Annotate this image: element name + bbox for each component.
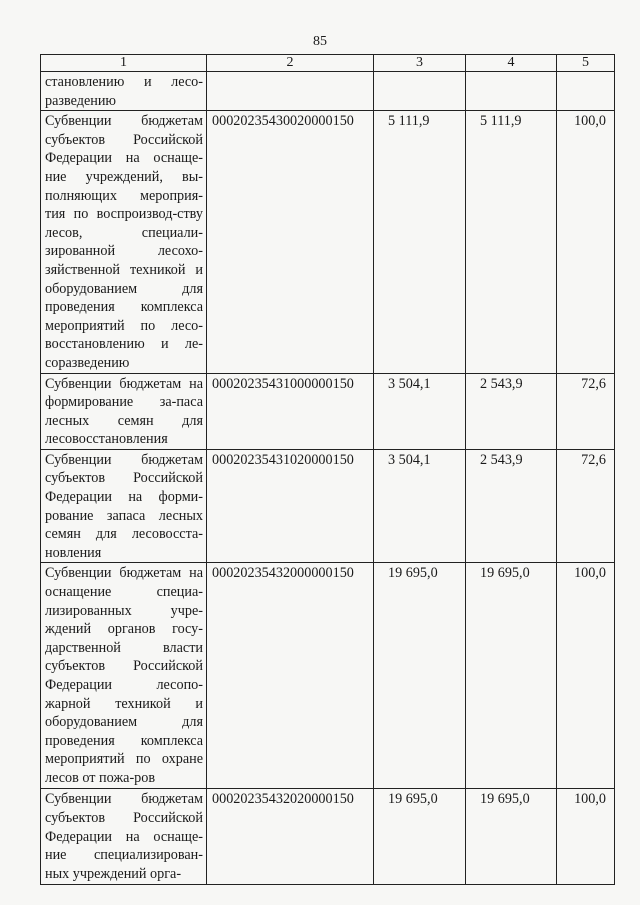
row-value-3: 3 504,1	[374, 373, 466, 449]
table-row	[41, 789, 615, 885]
row-code: 00020235432020000150	[207, 789, 374, 885]
row-percent: 100,0	[557, 789, 615, 885]
row-name: Субвенции бюджетам на формирование за-паса лесных семян для лесовосстановления	[41, 373, 207, 449]
row-value-3: 5 111,9	[374, 111, 466, 373]
row-code: 00020235431020000150	[207, 449, 374, 563]
row-value-4: 19 695,0	[466, 789, 557, 885]
header-row	[41, 55, 615, 72]
row-name: Субвенции бюджетам субъектов Российской Федерации на оснаще-ние учреждений, вы-полняющих мероприя-тия по воспроизвод-ству лесов, специали-зированной лесохо-зяйственной техникой и оборудованием для проведения комплекса мероприятий по лесо-восстановлению и ле-соразведению	[41, 111, 207, 373]
table-row	[41, 449, 615, 563]
row-value-4: 2 543,9	[466, 449, 557, 563]
row-name: Субвенции бюджетам субъектов Российской Федерации на оснаще-ние специализирован-ных учреждений орга-	[41, 789, 207, 885]
budget-table	[40, 54, 615, 885]
row-value-4: 5 111,9	[466, 111, 557, 373]
row-value-3	[374, 72, 466, 111]
row-name: Субвенции бюджетам на оснащение специа-лизированных учре-ждений органов госу-дарственной власти субъектов Российской Федерации лесопо-жарной техникой и оборудованием для проведения комплекса мероприятий по охране лесов от пожа-ров	[41, 563, 207, 789]
row-percent: 100,0	[557, 111, 615, 373]
row-percent: 72,6	[557, 373, 615, 449]
column-header-3: 3	[374, 55, 466, 72]
row-percent: 100,0	[557, 563, 615, 789]
row-code: 00020235430020000150	[207, 111, 374, 373]
table-row	[41, 72, 615, 111]
row-value-3: 19 695,0	[374, 789, 466, 885]
row-percent	[557, 72, 615, 111]
row-value-4: 19 695,0	[466, 563, 557, 789]
row-percent: 72,6	[557, 449, 615, 563]
table-row	[41, 563, 615, 789]
table-row	[41, 111, 615, 373]
row-value-3: 3 504,1	[374, 449, 466, 563]
row-value-3: 19 695,0	[374, 563, 466, 789]
row-code: 00020235431000000150	[207, 373, 374, 449]
page-number: 85	[313, 34, 327, 49]
row-name: Субвенции бюджетам субъектов Российской Федерации на форми-рование запаса лесных семян для лесовосста-новления	[41, 449, 207, 563]
column-header-4: 4	[466, 55, 557, 72]
row-value-4: 2 543,9	[466, 373, 557, 449]
row-code: 00020235432000000150	[207, 563, 374, 789]
row-value-4	[466, 72, 557, 111]
row-name: становлению и лесо-разведению	[41, 72, 207, 111]
table-row	[41, 373, 615, 449]
column-header-1: 1	[41, 55, 207, 72]
column-header-5: 5	[557, 55, 615, 72]
row-code	[207, 72, 374, 111]
column-header-2: 2	[207, 55, 374, 72]
